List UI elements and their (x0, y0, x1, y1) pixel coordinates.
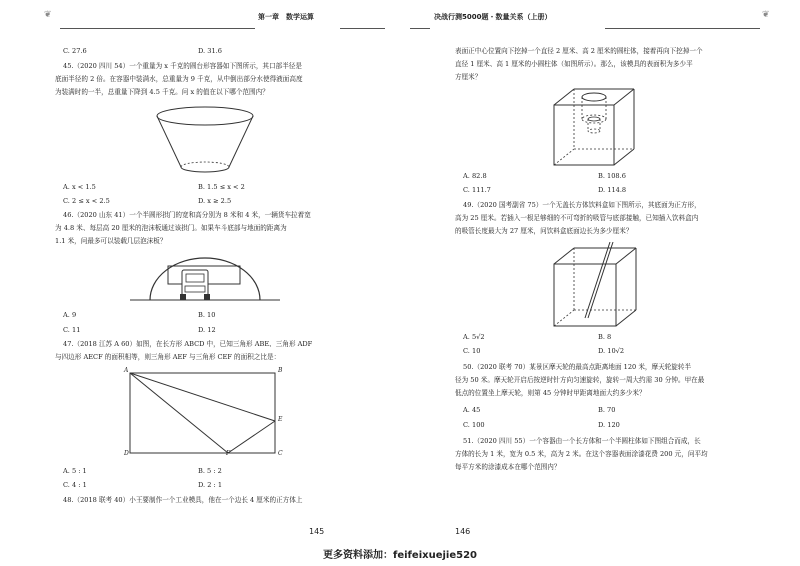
vertex-label-e: E (278, 416, 283, 423)
q45-option-b: B. 1.5 ≤ x < 2 (198, 183, 245, 191)
frustum-figure (150, 102, 260, 177)
q44-option-c: C. 27.6 (63, 47, 87, 55)
rectangle-abcd-figure (120, 366, 285, 461)
q49-option-c: C. 10 (463, 347, 481, 355)
q46-option-a: A. 9 (63, 311, 77, 319)
vertex-label-c: C (278, 450, 283, 457)
leaf-ornament-icon: ❦ (44, 10, 52, 20)
q47-option-a: A. 5 : 1 (63, 467, 87, 475)
q47-line-1: 47.（2018 江苏 A 60）如图，在长方形 ABCD 中，已知三角形 ABE、三角形 ADF (63, 340, 313, 348)
q48-cont-line-2: 直径 1 厘米、高 1 厘米的小圆柱体（如图所示）。那么，该模具的表面积为多少平 (455, 60, 693, 68)
q48-option-b: B. 108.6 (598, 172, 626, 180)
page-number-left: 145 (309, 527, 325, 536)
header-rule-right (340, 28, 385, 29)
page-number-right: 146 (455, 527, 471, 536)
q47-option-c: C. 4 : 1 (63, 481, 87, 489)
q51-line-2: 方体的长为 1 米，宽为 0.5 米，高为 2 米。在这个容器表面涂漆花费 200 元，问平均 (455, 450, 708, 458)
footer-contact: 更多资料添加：feifeixuejie520 (323, 550, 477, 561)
q50-line-2: 径为 50 米。摩天轮开启后按逆时针方向匀速旋转，旋转一周大约需 30 分钟。甲在最 (455, 376, 705, 384)
chapter-header: 第一章 数学运算 (258, 13, 314, 21)
q49-line-1: 49.（2020 国考副省 75）一个无盖长方体饮料盒如下图所示，其底面为正方形， (463, 201, 701, 209)
q50-option-c: C. 100 (463, 421, 485, 429)
q45-line-3: 为装满时的一半，总重量下降到 4.5 千克。问 x 的值在以下哪个范围内？ (55, 88, 269, 96)
q50-option-a: A. 45 (463, 406, 481, 414)
q45-option-a: A. x < 1.5 (63, 183, 96, 191)
q48-cont-line-3: 方厘米？ (455, 73, 482, 81)
q46-option-d: D. 12 (198, 326, 216, 334)
q50-option-b: B. 70 (598, 406, 616, 414)
right-page (400, 0, 800, 545)
q46-option-b: B. 10 (198, 311, 216, 319)
cube-cylinder-figure (550, 85, 640, 170)
arch-truck-figure (130, 254, 280, 306)
q46-option-c: C. 11 (63, 326, 81, 334)
header-rule (605, 28, 760, 29)
q49-option-b: B. 8 (598, 333, 612, 341)
book-title-header: 决战行测5000题・数量关系（上册） (434, 13, 552, 21)
q44-option-d: D. 31.6 (198, 47, 222, 55)
q49-option-d: D. 10√2 (598, 347, 625, 355)
q51-line-3: 每平方米的涂漆成本在哪个范围内？ (455, 463, 561, 471)
vertex-label-f: F (226, 450, 231, 457)
q48-option-c: C. 111.7 (463, 186, 491, 194)
q45-line-2: 底面半径的 2 倍。在容器中装满水，总重量为 9 千克，从中倒出部分水使得液面高度 (55, 75, 303, 83)
leaf-ornament-icon: ❦ (762, 10, 770, 20)
q46-line-1: 46.（2020 山东 41）一个半圆形拱门的宽和高分别为 8 米和 4 米，一辆货车拉着宽 (63, 211, 311, 219)
q49-line-3: 的吸管长度最大为 27 厘米，问饮料盒底面边长为多少厘米？ (455, 227, 633, 235)
q50-line-3: 低点的位置坐上摩天轮，则第 45 分钟时甲距离地面大约多少米？ (455, 389, 646, 397)
q50-option-d: D. 120 (598, 421, 620, 429)
q46-line-3: 1.1 米，问最多可以装载几层泡沫板？ (55, 237, 167, 245)
vertex-label-b: B (278, 367, 283, 374)
q45-option-d: D. x ≥ 2.5 (198, 197, 232, 205)
q47-option-d: D. 2 : 1 (198, 481, 223, 489)
q47-line-2: 与四边形 AECF 的面积相等，则三角形 AEF 与三角形 CEF 的面积之比是： (55, 353, 281, 361)
q48-line-1: 48.（2018 联考 40）小王要制作一个工业模具，他在一个边长 4 厘米的正方体上 (63, 496, 303, 504)
q49-line-2: 高为 25 厘米。若插入一根足够细的不可弯折的吸管与底部接触，已知插入饮料盒内 (455, 214, 699, 222)
header-rule-left (410, 28, 430, 29)
vertex-label-d: D (124, 450, 129, 457)
vertex-label-a: A (124, 367, 129, 374)
q47-option-b: B. 5 : 2 (198, 467, 222, 475)
header-rule (60, 28, 255, 29)
q49-option-a: A. 5√2 (463, 333, 485, 341)
q48-option-a: A. 82.8 (463, 172, 487, 180)
box-straw-figure (550, 242, 645, 330)
q45-line-1: 45.（2020 四川 54）一个重量为 x 千克的圆台形容器如下图所示，其口部半径是 (63, 62, 302, 70)
q45-option-c: C. 2 ≤ x < 2.5 (63, 197, 110, 205)
q48-cont-line-1: 表面正中心位置向下挖掉一个直径 2 厘米、高 2 厘米的圆柱体，接着再向下挖掉一个 (455, 47, 703, 55)
q50-line-1: 50.（2020 联考 70）某景区摩天轮的最高点距离地面 120 米，摩天轮旋转半 (463, 363, 692, 371)
q51-line-1: 51.（2020 四川 55）一个容器由一个长方体和一个半圆柱体如下图组合而成，长 (463, 437, 701, 445)
left-page (0, 0, 400, 545)
q46-line-2: 为 4.8 米、每层高 20 厘米的泡沫板通过该拱门。如果车斗底部与地面的距离为 (55, 224, 287, 232)
q48-option-d: D. 114.8 (598, 186, 627, 194)
